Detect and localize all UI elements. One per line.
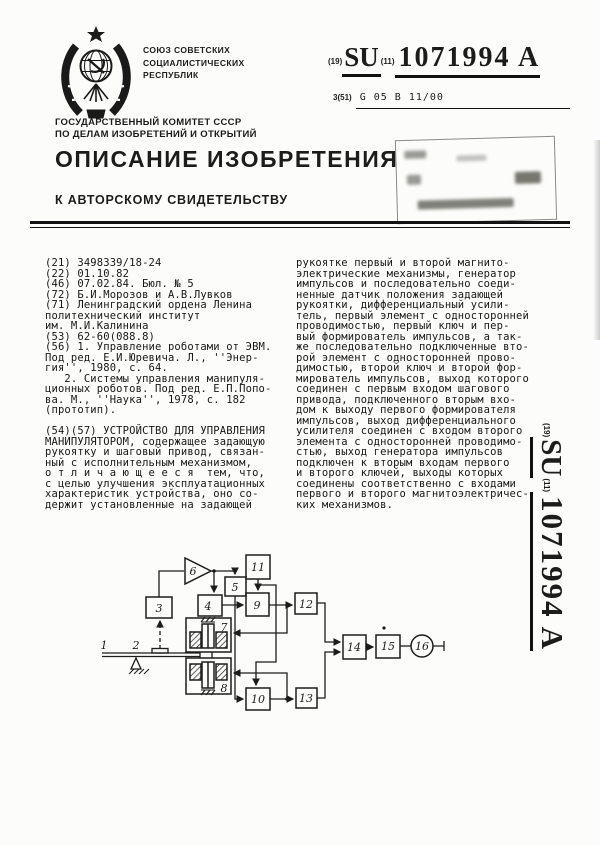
page-subtitle: К АВТОРСКОМУ СВИДЕТЕЛЬСТВУ: [55, 193, 288, 207]
edge-13-14: [317, 652, 340, 698]
label-9: 9: [253, 599, 261, 612]
label-3: 3: [155, 602, 163, 615]
label-10: 10: [251, 693, 265, 706]
sidebar-publication-number: [528, 423, 570, 735]
edge-12-14: [317, 603, 340, 642]
country-code-vertical: SU: [530, 437, 567, 478]
union-name: СОЮЗ СОВЕТСКИХ СОЦИАЛИСТИЧЕСКИХ РЕСПУБЛИК: [143, 45, 245, 80]
inid-51: 3(51): [333, 93, 352, 102]
ipc-code: G 05 B 11/00: [359, 92, 444, 103]
label-11: 11: [251, 561, 265, 574]
ipc-underline: [356, 108, 570, 109]
star-icon: [87, 26, 105, 42]
committee-name: ГОСУДАРСТВЕННЫЙ КОМИТЕТ СССР ПО ДЕЛАМ ИЗОБРЕТЕНИЙ И ОТКРЫТИЙ: [55, 117, 257, 140]
label-6: 6: [189, 565, 197, 578]
inid-11: (11): [380, 57, 395, 66]
inid-11-vertical: (11): [542, 478, 551, 493]
edge-9-7: [234, 605, 287, 633]
label-4: 4: [204, 600, 212, 613]
country-code: SU: [342, 42, 381, 77]
page-title: ОПИСАНИЕ ИЗОБРЕТЕНИЯ: [55, 146, 399, 172]
stamp: [395, 136, 557, 224]
claims-column: рукоятке первый и второй магнито- электрические механизмы, генератор импульсов и последовательно соеди- ненные датчик положения задающей рукоятки, дифференциальный усили- тель, первый элемент с односторонней проводимостью, первый ключ и пер- вый формирователь импульсов, а так- же последовательно подключенные вто- рой элемент с односторонней прово- димостью, второй ключ и второй фор- мирователь импульсов, выход которого соединен с первым входом шагового привода, подключенного вторым вхо- дом к выходу первого формирователя импульсов, выход дифференциального усилителя соединен с входом второго элемента с односторонней проводимо- стью, выход генератора импульсов подключен к вторым входам первого и второго ключей, выходы которых соединены соответственно с входами первого и второго магнитоэлектричес- ких механизмов.: [296, 257, 529, 511]
edge-5-10: [235, 596, 243, 699]
ussr-emblem: [56, 24, 136, 122]
label-16: 16: [415, 640, 429, 653]
edge-16-output: [433, 641, 444, 651]
label-1: 1: [100, 639, 108, 652]
header-divider: [30, 221, 570, 228]
block-diagram: [88, 552, 468, 802]
label-13: 13: [299, 692, 313, 705]
inid-19-vertical: (19): [542, 423, 551, 438]
ipc-classification: [333, 92, 444, 103]
scan-edge-artifact: [593, 140, 600, 340]
label-12: 12: [299, 598, 313, 611]
label-14: 14: [347, 641, 361, 654]
bibliography-column: (21) 3498339/18-24 (22) 01.10.82 (46) 07.02.84. Бюл. № 5 (72) Б.И.Морозов и А.В.Лувков (71) Ленинградский ордена Ленина политехнический институт им. М.И.Калинина (53) 62-60(088.8) (56) 1. Управление роботами от ЭВМ. Под ред. Е.И.Юревича. Л., ''Энер- гия'', 1980, с. 64. 2. Системы управления манипуля- ционных роботов. Под ред. Е.П.Попо- ва. М., ''Наука'', 1978, с. 182 (прототип). (54)(57) УСТРОЙСТВО ДЛЯ УПРАВЛЕНИЯ МАНИПУЛЯТОРОМ, содержащее задающую рукоятку и шаговый привод, связан- ный с исполнительным механизмом, о т л и ч а ю щ е е с я тем, что, с целью улучшения эксплуатационных характеристик устройства, оно со- держит установленные на задающей: [45, 257, 272, 511]
label-5: 5: [231, 581, 239, 594]
doc-number: 1071994 A: [395, 42, 541, 78]
label-8: 8: [220, 682, 228, 695]
label-2: 2: [132, 639, 140, 652]
publication-number: [328, 42, 540, 78]
inid-19: (19): [328, 57, 343, 66]
label-7: 7: [220, 621, 228, 634]
label-15: 15: [381, 640, 395, 653]
doc-number-vertical: 1071994 A: [530, 492, 570, 651]
edge-3-6: [159, 571, 184, 597]
